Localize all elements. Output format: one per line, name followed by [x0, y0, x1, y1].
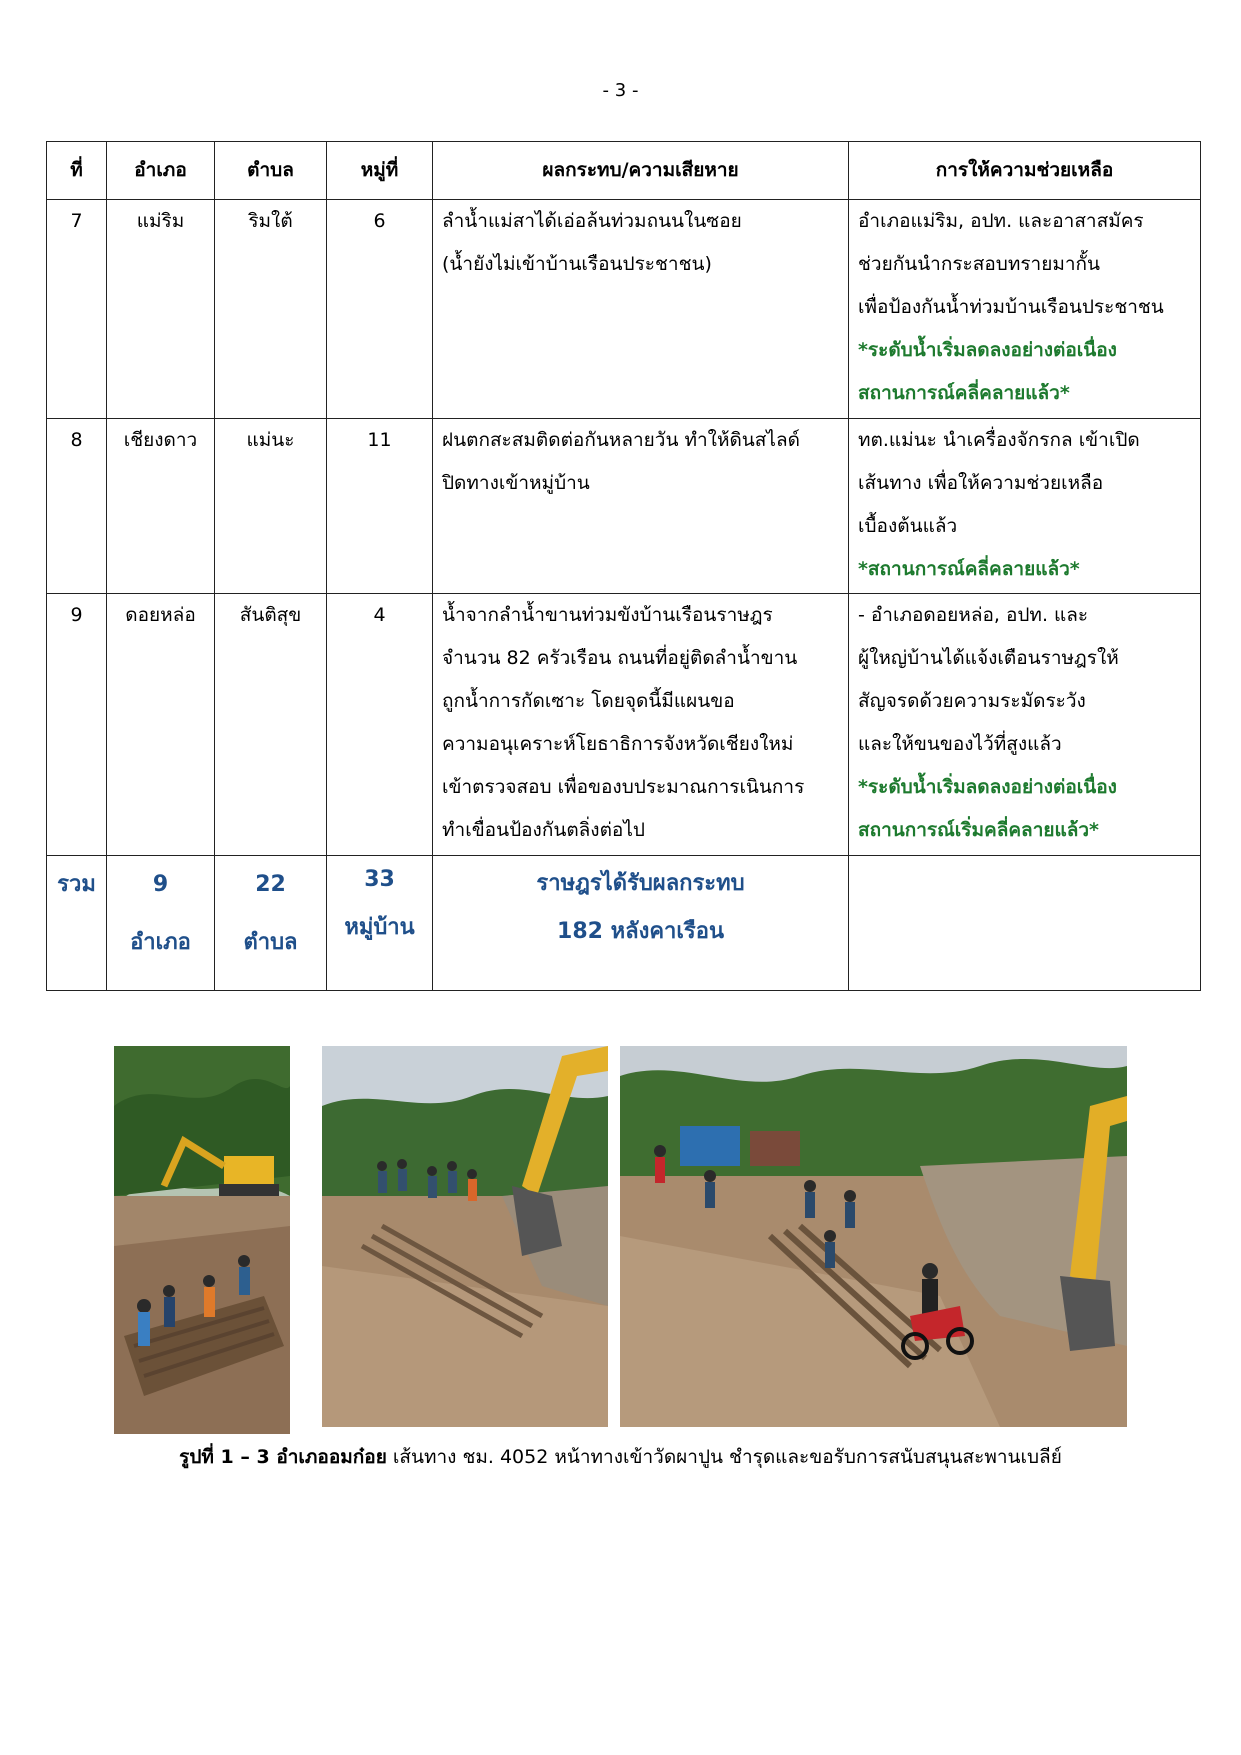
total-impact-line: 182 หลังคาเรือน — [557, 919, 724, 944]
total-impact-line: ราษฎรได้รับผลกระทบ — [536, 871, 745, 896]
total-villages — [327, 856, 433, 991]
assist-line: อำเภอแม่ริม, อปท. และอาสาสมัคร — [858, 210, 1144, 232]
total-villages-unit: หมู่บ้าน — [344, 915, 415, 940]
photo-road-repair-1 — [114, 1046, 290, 1434]
photo-caption — [0, 1442, 1241, 1472]
row-subdistrict: สันติสุข — [215, 594, 327, 856]
assist-line: เส้นทาง เพื่อให้ความช่วยเหลือ — [858, 472, 1104, 494]
assist-status-line: *ระดับน้ำเริ่มลดลงอย่างต่อเนื่อง — [858, 339, 1117, 361]
page-number: - 3 - — [602, 80, 639, 101]
total-subdistricts-unit: ตำบล — [243, 930, 298, 955]
row-district: เชียงดาว — [107, 419, 215, 594]
impact-line: จำนวน 82 ครัวเรือน ถนนที่อยู่ติดลำน้ำขาน — [442, 647, 798, 669]
caption-bold: รูปที่ 1 – 3 อำเภออมก๋อย — [179, 1446, 387, 1468]
header-no: ที่ — [47, 142, 107, 200]
caption-text: เส้นทาง ชม. 4052 หน้าทางเข้าวัดผาปูน ชำรุดและขอรับการสนับสนุนสะพานเบลีย์ — [386, 1446, 1062, 1468]
total-villages-count: 33 — [364, 867, 395, 892]
row-subdistrict: ริมใต้ — [215, 200, 327, 419]
row-district: ดอยหล่อ — [107, 594, 215, 856]
assist-line: ช่วยกันนำกระสอบทรายมากั้น — [858, 253, 1101, 275]
photo-road-repair-1-image — [114, 1046, 290, 1434]
assist-line: ผู้ใหญ่บ้านได้แจ้งเตือนราษฎรให้ — [858, 647, 1119, 669]
impact-line: ความอนุเคราะห์โยธาธิการจังหวัดเชียงใหม่ — [442, 733, 794, 755]
assist-line: สัญจรดด้วยความระมัดระวัง — [858, 690, 1086, 712]
table-header-row — [47, 142, 1201, 200]
impact-line: ถูกน้ำการกัดเซาะ โดยจุดนี้มีแผนขอ — [442, 690, 735, 712]
row-subdistrict: แม่นะ — [215, 419, 327, 594]
photo-road-repair-2 — [322, 1046, 608, 1427]
row-no: 7 — [47, 200, 107, 419]
table-row — [47, 419, 1201, 594]
assist-status-line: *ระดับน้ำเริ่มลดลงอย่างต่อเนื่อง — [858, 776, 1117, 798]
total-subdistricts — [215, 856, 327, 991]
photo-strip — [0, 1046, 1241, 1438]
total-districts — [107, 856, 215, 991]
row-no: 9 — [47, 594, 107, 856]
row-village: 6 — [327, 200, 433, 419]
total-assistance-empty — [849, 856, 1201, 991]
header-village: หมู่ที่ — [327, 142, 433, 200]
row-assistance — [849, 419, 1201, 594]
impact-line: ทำเขื่อนป้องกันตลิ่งต่อไป — [442, 819, 645, 841]
total-districts-unit: อำเภอ — [130, 930, 191, 955]
assist-line: ทต.แม่นะ นำเครื่องจักรกล เข้าเปิด — [858, 429, 1140, 451]
total-subdistricts-count: 22 — [255, 872, 286, 897]
row-impact — [433, 200, 849, 419]
row-village: 4 — [327, 594, 433, 856]
total-districts-count: 9 — [152, 872, 169, 897]
header-impact: ผลกระทบ/ความเสียหาย — [433, 142, 849, 200]
assist-line: เบื้องต้นแล้ว — [858, 515, 958, 537]
header-district: อำเภอ — [107, 142, 215, 200]
assist-line: - อำเภอดอยหล่อ, อปท. และ — [858, 604, 1089, 626]
row-no: 8 — [47, 419, 107, 594]
impact-line: เข้าตรวจสอบ เพื่อของบประมาณการเนินการ — [442, 776, 805, 798]
impact-line: น้ำจากลำน้ำขานท่วมขังบ้านเรือนราษฎร — [442, 604, 773, 626]
table-row — [47, 594, 1201, 856]
photo-road-repair-2-image — [322, 1046, 608, 1427]
header-assistance: การให้ความช่วยเหลือ — [849, 142, 1201, 200]
assist-status-line: สถานการณ์เริ่มคลี่คลายแล้ว* — [858, 819, 1099, 841]
impact-line: ลำน้ำแม่สาได้เอ่อล้นท่วมถนนในซอย — [442, 210, 742, 232]
table-row — [47, 200, 1201, 419]
assist-status-line: สถานการณ์คลี่คลายแล้ว* — [858, 382, 1070, 404]
row-district: แม่ริม — [107, 200, 215, 419]
impact-line: (น้ำยังไม่เข้าบ้านเรือนประชาชน) — [442, 253, 712, 275]
total-label: รวม — [47, 856, 107, 991]
photo-road-repair-3 — [620, 1046, 1127, 1427]
total-impact — [433, 856, 849, 991]
total-row — [47, 856, 1201, 991]
photo-road-repair-3-image — [620, 1046, 1127, 1427]
impact-line: ปิดทางเข้าหมู่บ้าน — [442, 472, 590, 494]
row-impact — [433, 419, 849, 594]
row-impact — [433, 594, 849, 856]
header-subdistrict: ตำบล — [215, 142, 327, 200]
damage-report-table — [46, 141, 1201, 991]
assist-line: และให้ขนของไว้ที่สูงแล้ว — [858, 733, 1062, 755]
row-assistance — [849, 594, 1201, 856]
row-village: 11 — [327, 419, 433, 594]
row-assistance — [849, 200, 1201, 419]
assist-status-line: *สถานการณ์คลี่คลายแล้ว* — [858, 558, 1080, 580]
assist-line: เพื่อป้องกันน้ำท่วมบ้านเรือนประชาชน — [858, 296, 1164, 318]
impact-line: ฝนตกสะสมติดต่อกันหลายวัน ทำให้ดินสไลด์ — [442, 429, 800, 451]
